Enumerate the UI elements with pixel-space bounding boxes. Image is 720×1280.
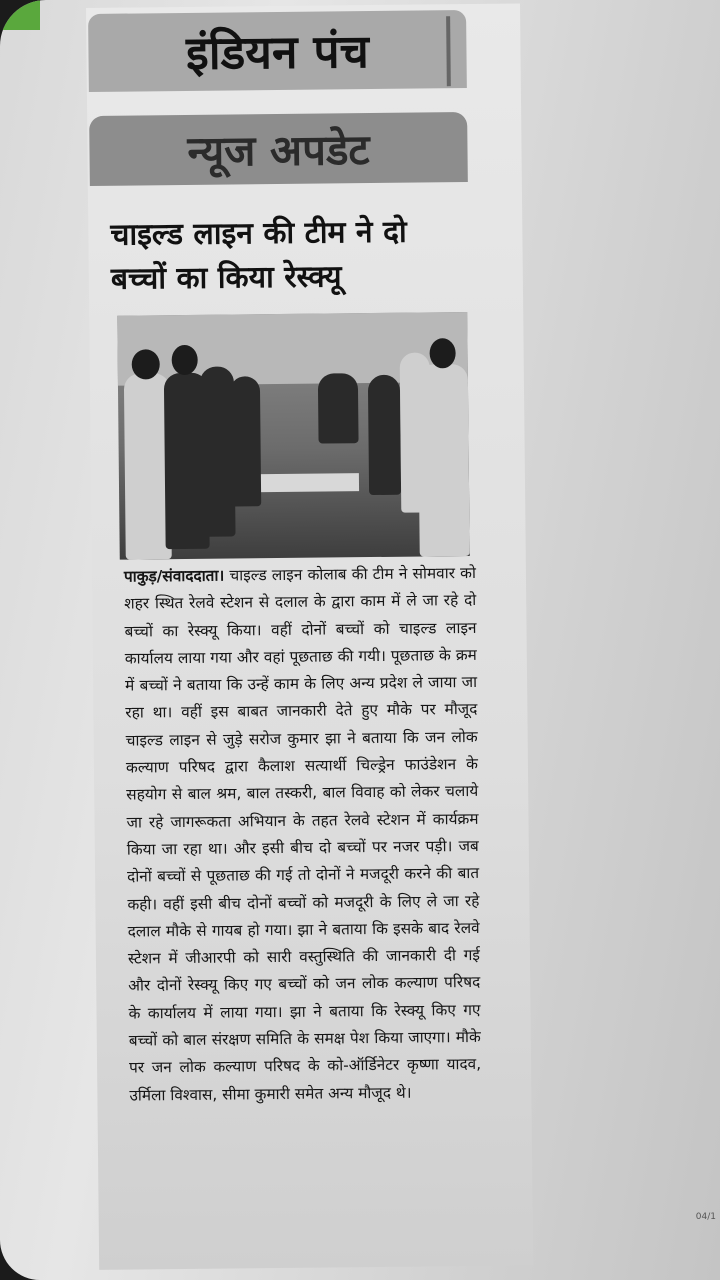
page-stamp: 04/1 [695,1212,716,1222]
masthead [88,10,467,92]
article-photo [117,312,470,560]
photo-person [418,364,470,557]
masthead-divider [446,16,451,86]
article-headline: चाइल्ड लाइन की टीम ने दो बच्चों का किया रेस्क्यू [110,214,407,297]
photo-person [230,376,261,506]
photo-person [368,375,401,495]
photo-person [318,373,359,443]
background-corner [0,0,40,30]
section-title: न्यूज अपडेट [187,124,370,176]
news-clipping [86,3,533,1269]
article-byline: पाकुड़/संवाददाता। [123,566,225,586]
section-banner [89,112,468,186]
photo-head [132,349,160,379]
masthead-title: इंडियन पंच [185,24,370,80]
article-body [124,560,482,1110]
photo-head [429,338,455,368]
article-text: चाइल्ड लाइन कोलाब की टीम ने सोमवार को शहर स्थित रेलवे स्टेशन से दलाल के द्वारा काम में ले जा रहे दो बच्चों का रेस्क्यू किया। वहीं दोनों बच्चों को चाइल्ड लाइन कार्यालय लाया गया और वहां पूछताछ की गयी। पूछताछ के क्रम में बच्चों ने बताया कि उन्हें काम के लिए अन्य प्रदेश ले जाया जा रहा था। वहीं इस बाबत जानकारी देते हुए मौके पर मौजूद चाइल्ड लाइन से जुड़े सरोज कुमार झा ने बताया कि जन लोक कल्याण परिषद द्वारा कैलाश सत्यार्थी चिल्ड्रेन फाउंडेशन के सहयोग से बाल श्रम, बाल तस्करी, बाल विवाह को लेकर चलाये जा रहे जागरूकता अभियान के तहत रेलवे स्टेशन में कार्यक्रम किया जा रहा था। और इसी बीच दो बच्चों पर नजर पड़ी। जब दोनों बच्चों से पूछताछ की गई तो दोनों ने मजदूरी करने की बात कही। वहीं इसी बीच दोनों बच्चों को मजदूरी के लिए ले जा रहे दलाल मौके से गायब हो गया। झा ने बताया कि इसके बाद रेलवे स्टेशन में जीआरपी को सारी वस्तुस्थिति की जानकारी दी गई और दोनों रेस्क्यू किए गए बच्चों को जन लोक कल्याण परिषद के कार्यालय में लाया गया। झा ने बताया कि रेस्क्यू किए गए बच्चों को बाल संरक्षण समिति के समक्ष पेश किया जाएगा। मौके पर जन लोक कल्याण परिषद के को-ऑर्डिनेटर कृष्णा यादव, उर्मिला विश्वास, सीमा कुमारी समेत अन्य मौजूद थे। [124,563,482,1105]
photo-head [172,345,198,375]
